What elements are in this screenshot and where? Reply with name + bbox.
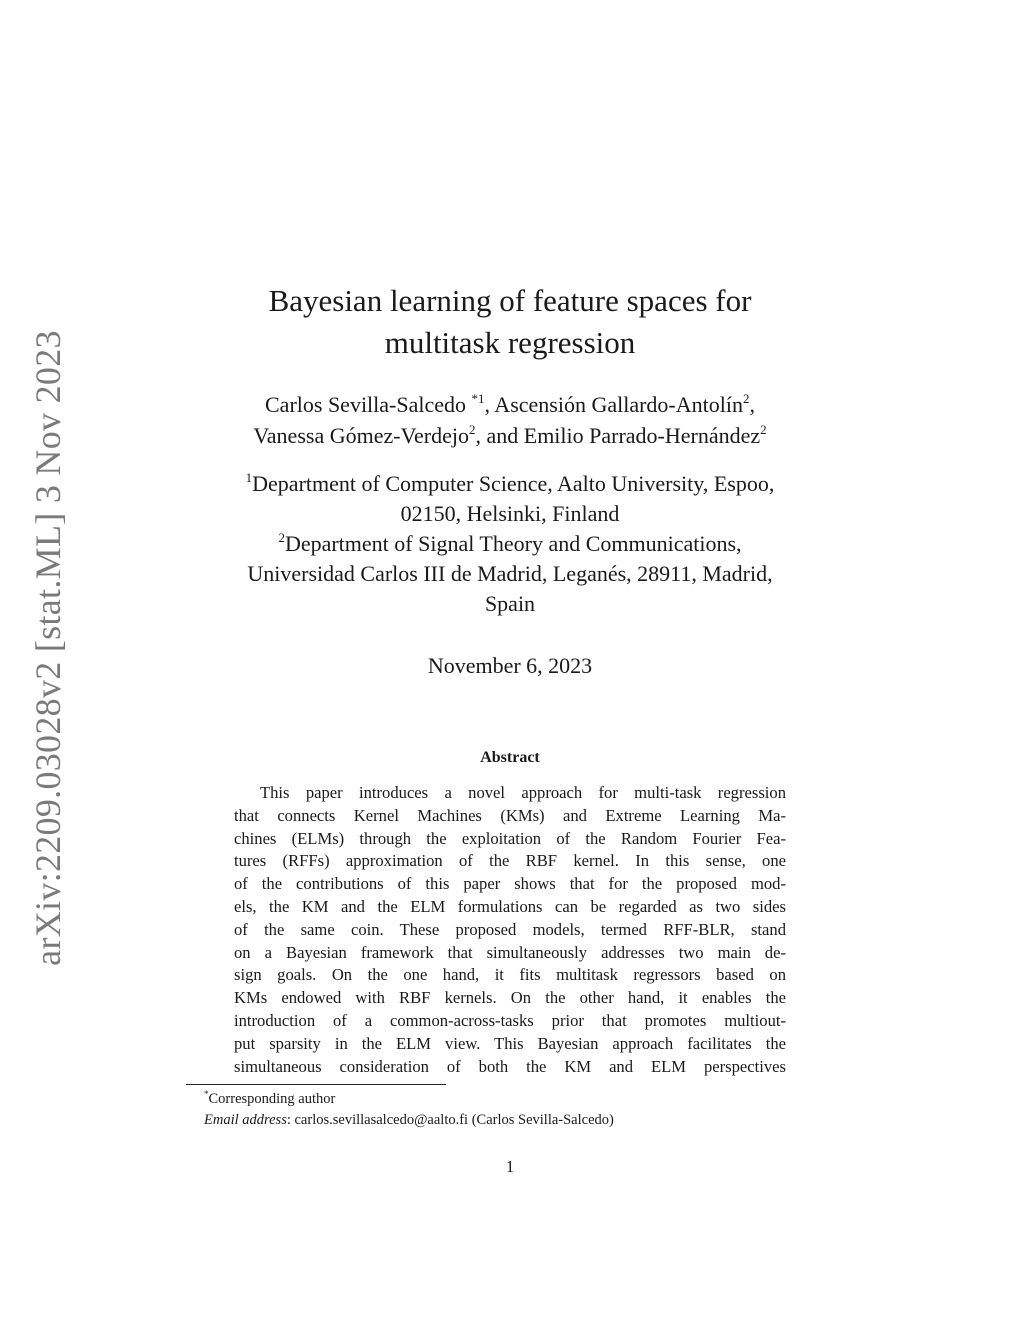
affiliation-1-text-1: Department of Computer Science, Aalto University, Espoo,: [252, 471, 775, 496]
abstract-line: chines (ELMs) through the exploitation of the Random Fourier Fea-: [234, 828, 786, 848]
author-2: , Ascensión Gallardo-Antolín: [484, 392, 743, 417]
footnote-corresponding-text: Corresponding author: [208, 1091, 336, 1107]
abstract-line: sign goals. On the one hand, it fits multitask regressors based on: [234, 965, 786, 985]
footnote-mark: *: [204, 1089, 209, 1099]
author-1-mark: *1: [471, 391, 485, 406]
affiliation-1-line-2: 02150, Helsinki, Finland: [400, 501, 620, 526]
author-line-2: [150, 420, 870, 451]
abstract-line: This paper introduces a novel approach for multi-task regression: [260, 783, 786, 802]
abstract-line: KMs endowed with RBF kernels. On the other hand, it enables the: [234, 988, 786, 1008]
affiliation-1-mark: 1: [245, 470, 253, 485]
abstract-heading: Abstract: [480, 749, 540, 766]
author-3-mark: 2: [468, 422, 476, 437]
author-4: , and Emilio Parrado-Hernández: [475, 423, 761, 448]
author-1: Carlos Sevilla-Salcedo: [265, 392, 472, 417]
abstract-line: on a Bayesian framework that simultaneously addresses two main de-: [234, 942, 786, 962]
page-number: 1: [505, 1157, 515, 1176]
affiliation-1-line-1: [150, 469, 870, 499]
email-label: Email address: [204, 1112, 287, 1128]
abstract-line: put sparsity in the ELM view. This Bayesian approach facilitates the: [234, 1033, 786, 1053]
abstract-line: els, the KM and the ELM formulations can be regarded as two sides: [234, 896, 786, 916]
affiliation-2-mark: 2: [278, 530, 285, 545]
abstract-line: that connects Kernel Machines (KMs) and Extreme Learning Ma-: [234, 805, 786, 825]
abstract-line: of the contributions of this paper shows that for the proposed mod-: [234, 874, 786, 894]
affiliation-list: [150, 469, 870, 619]
footnote-divider: [186, 1084, 446, 1085]
title-line-2: multitask regression: [384, 325, 636, 360]
author-2-tail: ,: [749, 392, 755, 417]
author-list: [150, 389, 870, 451]
author-3: Vanessa Gómez-Verdejo: [253, 423, 469, 448]
author-4-mark: 2: [760, 422, 767, 437]
paper-title: [180, 280, 840, 364]
footnote-email: [204, 1110, 844, 1131]
footnotes: [204, 1089, 844, 1131]
title-line-1: Bayesian learning of feature spaces for: [268, 283, 752, 318]
email-text: : carlos.sevillasalcedo@aalto.fi (Carlos Sevilla-Salcedo): [286, 1112, 614, 1128]
affiliation-2-text-1: Department of Signal Theory and Communications,: [284, 531, 742, 556]
arxiv-identifier-stamp: arXiv:2209.03028v2 [stat.ML] 3 Nov 2023: [28, 330, 68, 966]
affiliation-2-line-2: Universidad Carlos III de Madrid, Leganés, 28911, Madrid,: [247, 561, 773, 586]
abstract-line: tures (RFFs) approximation of the RBF kernel. In this sense, one: [234, 851, 786, 871]
abstract-line: of the same coin. These proposed models, termed RFF-BLR, stand: [234, 919, 786, 939]
affiliation-2-line-1: [150, 529, 870, 559]
affiliation-2-line-3: Spain: [484, 591, 536, 616]
publication-date: November 6, 2023: [427, 653, 593, 678]
footnote-corresponding: [204, 1089, 844, 1110]
abstract-line: introduction of a common-across-tasks prior that promotes multiout-: [234, 1010, 786, 1030]
abstract-body: [234, 782, 786, 1078]
abstract-line: simultaneous consideration of both the KM and ELM perspectives: [234, 1056, 786, 1076]
author-line-1: [150, 389, 870, 420]
author-2-mark: 2: [742, 391, 750, 406]
